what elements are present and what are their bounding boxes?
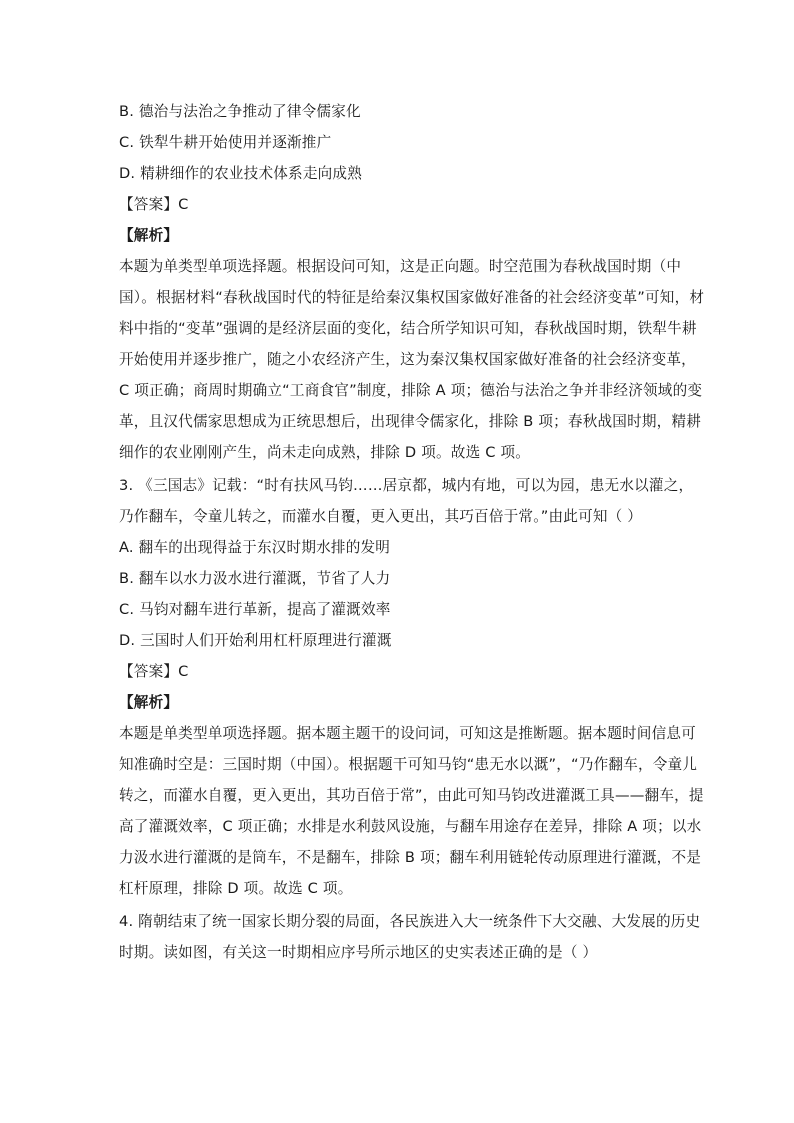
analysis-heading: 【解析】 bbox=[119, 227, 179, 244]
question-3-option-d: D. 三国时人们开始利用杠杆原理进行灌溉 bbox=[119, 632, 392, 649]
analysis-line: 本题是单类型单项选择题。据本题主题干的设问词，可知这是推断题。据本题时间信息可 bbox=[119, 725, 696, 742]
question-4-stem: 时期。读如图，有关这一时期相应序号所示地区的史实表述正确的是（ ） bbox=[119, 944, 598, 961]
analysis-line: C 项正确；商周时期确立“工商食官”制度，排除 A 项；德治与法治之争并非经济领域的变 bbox=[119, 382, 703, 399]
option-b: B. 德治与法治之争推动了律令儒家化 bbox=[119, 103, 361, 120]
analysis-line: 转之，而灌水自覆，更入更出，其功百倍于常”，由此可知马钧改进灌溉工具——翻车，提 bbox=[119, 787, 704, 804]
analysis-line: 细作的农业刚刚产生，尚未走向成熟，排除 D 项。故选 C 项。 bbox=[119, 444, 531, 461]
analysis-line: 高了灌溉效率，C 项正确；水排是水利鼓风设施，与翻车用途存在差异，排除 A 项；以水 bbox=[119, 818, 702, 835]
analysis-line: 本题为单类型单项选择题。根据设问可知，这是正向题。时空范围为春秋战国时期（中 bbox=[119, 258, 682, 275]
option-c: C. 铁犁牛耕开始使用并逐渐推广 bbox=[119, 134, 332, 151]
analysis-line: 料中指的“变革”强调的是经济层面的变化，结合所学知识可知，春秋战国时期，铁犁牛耕 bbox=[119, 320, 697, 337]
answer-label: 【答案】C bbox=[119, 196, 189, 213]
analysis-line: 开始使用并逐步推广，随之小农经济产生，这为秦汉集权国家做好准备的社会经济变革， bbox=[119, 351, 696, 368]
analysis-line: 知准确时空是：三国时期（中国）。根据题干可知马钧“患无水以溉”，“乃作翻车，令童儿 bbox=[119, 756, 698, 773]
question-3-stem: 3. 《三国志》记载：“时有扶风马钧……居京都，城内有地，可以为园，患无水以灌之， bbox=[119, 477, 694, 494]
question-3-stem: 乃作翻车，令童儿转之，而灌水自覆，更入更出，其巧百倍于常。”由此可知（ ） bbox=[119, 508, 643, 525]
analysis-heading: 【解析】 bbox=[119, 694, 179, 711]
question-3-option-a: A. 翻车的出现得益于东汉时期水排的发明 bbox=[119, 539, 391, 556]
answer-label: 【答案】C bbox=[119, 663, 189, 680]
analysis-line: 力汲水进行灌溉的是筒车，不是翻车，排除 B 项；翻车利用链轮传动原理进行灌溉，不是 bbox=[119, 849, 702, 866]
option-d: D. 精耕细作的农业技术体系走向成熟 bbox=[119, 165, 363, 182]
analysis-line: 国）。根据材料“春秋战国时代的特征是给秦汉集权国家做好准备的社会经济变革”可知，材 bbox=[119, 289, 705, 306]
question-3-option-b: B. 翻车以水力汲水进行灌溉，节省了人力 bbox=[119, 570, 391, 587]
analysis-line: 杠杆原理，排除 D 项。故选 C 项。 bbox=[119, 880, 353, 897]
question-3-option-c: C. 马钧对翻车进行革新，提高了灌溉效率 bbox=[119, 601, 391, 618]
question-4-stem: 4. 隋朝结束了统一国家长期分裂的局面，各民族进入大一统条件下大交融、大发展的历史 bbox=[119, 913, 701, 930]
analysis-line: 革，且汉代儒家思想成为正统思想后，出现律令儒家化，排除 B 项；春秋战国时期，精耕 bbox=[119, 413, 702, 430]
